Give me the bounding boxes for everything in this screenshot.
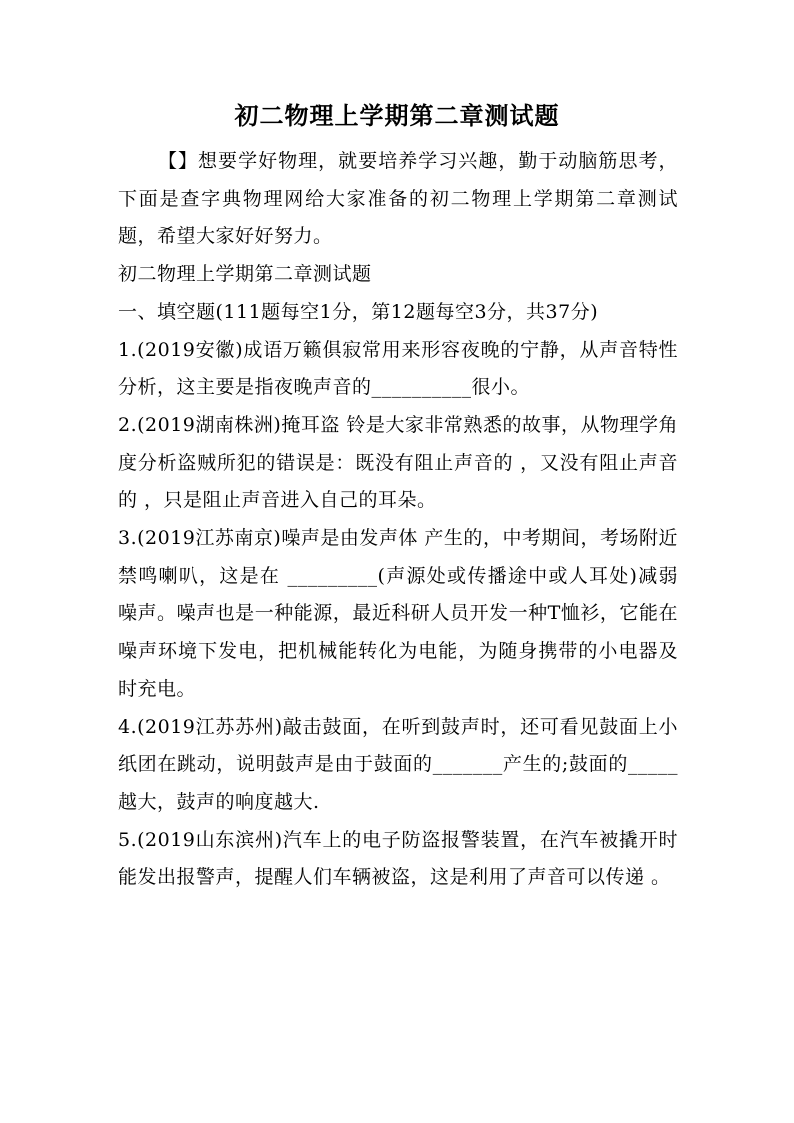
intro-paragraph: 【】想要学好物理，就要培养学习兴趣，勤于动脑筋思考，下面是查字典物理网给大家准备的初二物理上学期第二章测试题，希望大家好好努力。	[118, 150, 678, 248]
question-1: 1.(2019安徽)成语万籁俱寂常用来形容夜晚的宁静，从声音特性分析，这主要是指夜晚声音的__________很小。	[118, 338, 678, 399]
question-4: 4.(2019江苏苏州)敲击鼓面，在听到鼓声时，还可看见鼓面上小纸团在跳动，说明鼓声是由于鼓面的_______产生的;鼓面的_____越大，鼓声的响度越大.	[118, 715, 678, 813]
section-heading: 一、填空题(111题每空1分，第12题每空3分，共37分)	[118, 300, 599, 323]
subtitle-line: 初二物理上学期第二章测试题	[118, 263, 372, 286]
document-title: 初二物理上学期第二章测试题	[234, 101, 560, 130]
document-body	[118, 143, 678, 897]
question-3: 3.(2019江苏南京)噪声是由发声体 产生的，中考期间，考场附近禁鸣喇叭，这是在 _________(声源处或传播途中或人耳处)减弱噪声。噪声也是一种能源，最近科研人员开发一种T恤衫，它能在噪声环境下发电，把机械能转化为电能，为随身携带的小电器及时充电。	[118, 527, 678, 700]
question-2: 2.(2019湖南株洲)掩耳盗 铃是大家非常熟悉的故事，从物理学角度分析盗贼所犯的错误是：既没有阻止声音的 ，又没有阻止声音的 ，只是阻止声音进入自己的耳朵。	[118, 413, 678, 512]
question-5: 5.(2019山东滨州)汽车上的电子防盗报警装置，在汽车被撬开时能发出报警声，提醒人们车辆被盗，这是利用了声音可以传递 。	[118, 828, 678, 889]
